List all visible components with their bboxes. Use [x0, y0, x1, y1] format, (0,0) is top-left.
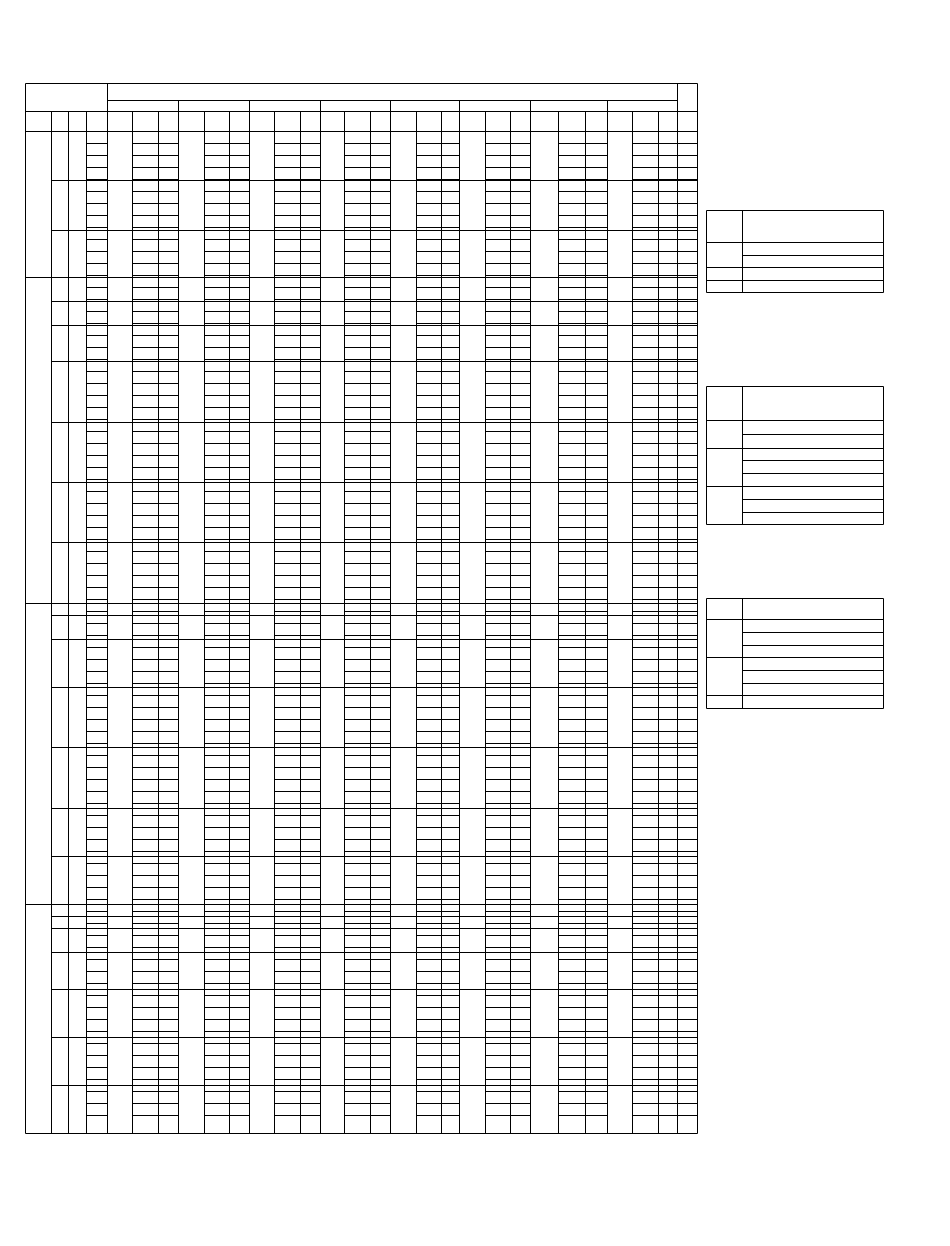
side-table-3: [707, 599, 884, 709]
side-table-1: [707, 211, 884, 293]
main-ruled-table: [26, 84, 698, 1134]
side-table-2: [707, 387, 884, 525]
